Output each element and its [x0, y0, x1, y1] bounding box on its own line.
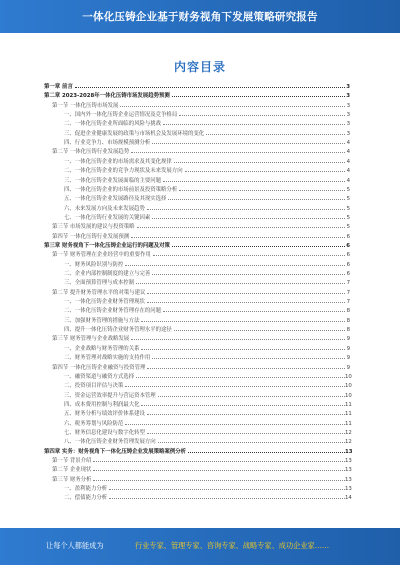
toc-entry-label: 第四章 实务：财务视角下一体化压铸企业发展策略案例分析 [44, 448, 187, 455]
toc-entry[interactable] [44, 420, 350, 429]
toc-page-number: 4 [346, 168, 350, 175]
toc-page-number: 9 [346, 345, 350, 352]
toc-entry-label: 二、财务管理对战略实施的支持作用 [64, 355, 151, 362]
toc-leader-dots [125, 386, 345, 387]
toc-page-number: 3 [346, 121, 350, 128]
toc-leader-dots [163, 124, 345, 125]
footer-banner [0, 528, 400, 565]
toc-leader-dots [131, 237, 345, 238]
toc-leader-dots [93, 480, 345, 481]
toc-heading: 内容目录 [173, 60, 226, 74]
toc-entry-label: 二、一体化压铸企业财务管理存在的问题 [64, 308, 162, 315]
toc-entry[interactable] [44, 242, 350, 251]
toc-leader-dots [185, 171, 345, 172]
toc-entry-label: 第三节 市场发展的建议与投资策略 [52, 224, 135, 231]
toc-page-number: 3 [346, 84, 350, 90]
toc-entry[interactable] [44, 307, 350, 316]
toc-leader-dots [147, 209, 345, 210]
toc-entry[interactable] [44, 392, 350, 401]
toc-leader-dots [172, 246, 345, 247]
toc-entry-label: 五、财务分析与绩效评价体系建设 [64, 411, 145, 418]
toc-entry[interactable] [44, 289, 350, 298]
toc-leader-dots [168, 199, 345, 200]
toc-entry-label: 四、行业竞争力、市场规模预测分析 [64, 140, 151, 147]
toc-page-number: 13 [345, 486, 352, 493]
toc-entry[interactable] [44, 92, 350, 101]
toc-leader-dots [152, 218, 345, 219]
toc-page-number: 6 [346, 271, 350, 277]
toc-page-number: 3 [346, 93, 350, 100]
toc-entry[interactable] [44, 223, 350, 232]
toc-entry-label: 三、资金运营效率提升与营运资本管理 [64, 392, 156, 399]
toc-entry-label: 二、投资项目评估与决策 [64, 383, 124, 390]
toc-leader-dots [131, 152, 345, 153]
toc-entry-label: 第三章 财务视角下一体化压铸企业运行的问题及对策 [44, 242, 170, 249]
toc-entry[interactable] [44, 270, 350, 279]
toc-page-number: 6 [346, 233, 350, 240]
toc-entry[interactable] [44, 457, 350, 466]
toc-entry-label: 六、税务筹划与风险防范 [64, 420, 124, 427]
toc-leader-dots [152, 274, 345, 275]
toc-leader-dots [137, 227, 345, 228]
toc-entry-label: 六、未来发展方向及未来发展趋势 [64, 205, 145, 212]
toc-entry[interactable] [44, 345, 350, 354]
toc-page-number: 14 [345, 495, 352, 502]
toc-page-number: 8 [346, 308, 350, 315]
toc-page-number: 11 [345, 420, 352, 427]
header-banner [0, 0, 400, 33]
toc-leader-dots [188, 452, 345, 453]
toc-entry[interactable] [44, 476, 350, 485]
toc-page-number: 11 [345, 401, 352, 408]
toc-page-number: 13 [345, 476, 352, 483]
toc-entry[interactable] [44, 120, 350, 129]
toc-leader-dots [147, 368, 345, 369]
toc-page-number: 8 [346, 327, 350, 334]
toc-leader-dots [125, 265, 345, 266]
toc-page-number: 13 [345, 448, 353, 455]
report-title: 一体化压铸企业基于财务视角下发展策略研究报告 [82, 11, 318, 23]
toc-leader-dots [172, 96, 345, 97]
toc-leader-dots [147, 293, 345, 294]
toc-entry-label: 四、提升一体化压铸企业财务管理水平的途径 [64, 327, 172, 334]
toc-leader-dots [147, 302, 345, 303]
toc-leader-dots [141, 321, 345, 322]
toc-leader-dots [147, 414, 345, 415]
toc-page-number: 10 [345, 373, 352, 380]
toc-entry-label: 第一节 背景介绍 [52, 458, 92, 464]
toc-entry[interactable] [44, 335, 350, 344]
toc-entry-label: 一、一体化压铸企业的市场需求及其变化规律 [64, 158, 172, 165]
toc-leader-dots [179, 115, 345, 116]
toc-leader-dots [147, 433, 345, 434]
toc-page-number: 3 [346, 102, 350, 109]
toc-page-number: 7 [346, 289, 350, 296]
toc-leader-dots [131, 339, 345, 340]
toc-entry-label: 第一节 一体化压铸市场发展 [52, 102, 119, 109]
toc-page-number: 11 [345, 411, 352, 418]
toc-entry-label: 二、企业内部控制制度的建立与完善 [64, 271, 151, 277]
toc-page-number: 4 [346, 177, 350, 184]
toc-entry[interactable] [44, 448, 353, 457]
toc-leader-dots [163, 181, 345, 182]
toc-entry[interactable] [44, 485, 350, 494]
toc-entry[interactable] [44, 466, 350, 475]
toc-entry[interactable] [44, 167, 350, 176]
toc-page-number: 7 [346, 299, 350, 306]
toc-entry-label: 四、成本费用控制与利润最大化 [64, 401, 140, 408]
toc-entry-label: 三、促进企业健康发展的政策与市场机会及发展环境的变化 [64, 130, 205, 137]
toc-leader-dots [158, 396, 345, 397]
toc-entry[interactable] [44, 429, 350, 438]
toc-leader-dots [152, 358, 345, 359]
toc-entry-label: 二、一体化压铸企业所面临的风险与挑战 [64, 121, 162, 128]
toc-page-number: 5 [346, 205, 350, 212]
toc-page-number: 8 [346, 317, 350, 324]
toc-leader-dots [93, 461, 345, 462]
toc-entry[interactable] [44, 177, 350, 186]
toc-entry-label: 第二章 2023-2028年一体化压铸市场发展趋势预测 [44, 93, 170, 100]
toc-leader-dots [174, 162, 345, 163]
toc-page-number: 6 [346, 261, 350, 268]
toc-entry-label: 第三节 财务管理与企业战略发展 [52, 336, 130, 343]
toc-leader-dots [109, 498, 345, 499]
toc-leader-dots [158, 442, 345, 443]
toc-leader-dots [141, 349, 345, 350]
toc-page-number: 3 [346, 112, 350, 119]
toc-entry[interactable] [44, 111, 350, 120]
toc-entry[interactable] [44, 148, 350, 157]
table-of-contents [44, 83, 353, 503]
toc-entry[interactable] [44, 102, 350, 111]
toc-entry[interactable] [44, 214, 350, 223]
toc-leader-dots [141, 405, 345, 406]
toc-entry[interactable] [44, 186, 350, 195]
toc-entry-label: 一、一体化压铸企业财务管理现状 [64, 299, 145, 306]
toc-entry[interactable] [44, 410, 350, 419]
toc-entry-label: 三、全面预算管理与成本控制 [64, 280, 135, 287]
toc-leader-dots [93, 470, 345, 471]
toc-entry-label: 一、国内外一体化压铸企业运营情况及竞争格局 [64, 112, 178, 119]
toc-entry[interactable] [44, 382, 350, 391]
footer-slogan: 让每个人都能成为 [46, 541, 104, 550]
toc-page-number: 5 [346, 214, 350, 221]
toc-page-number: 5 [346, 186, 350, 193]
toc-entry[interactable] [44, 195, 350, 204]
toc-page-number: 9 [346, 336, 350, 343]
toc-entry-label: 第三节 财务分析 [52, 476, 92, 483]
toc-entry-label: 一、财务风险识别与防控 [64, 261, 124, 268]
toc-page-number: 12 [345, 429, 352, 436]
toc-entry-label: 第二节 企业现状 [52, 467, 92, 474]
toc-page-number: 5 [346, 196, 350, 203]
toc-page-number: 5 [346, 224, 350, 231]
toc-entry[interactable] [44, 251, 350, 260]
toc-leader-dots [125, 424, 345, 425]
toc-page-number: 4 [346, 140, 350, 147]
toc-entry[interactable] [44, 130, 350, 139]
toc-page-number: 7 [346, 280, 350, 287]
toc-leader-dots [153, 255, 345, 256]
footer-tagline: 行业专家、管理专家、咨询专家、战略专家、成功企业家…… [135, 541, 330, 550]
toc-entry-label: 二、一体化压铸企业的竞争力现状及未来发展方向 [64, 168, 183, 175]
toc-entry-label: 四、一体化压铸企业的市场前景及投资策略分析 [64, 186, 178, 193]
toc-leader-dots [75, 87, 345, 88]
toc-leader-dots [136, 283, 345, 284]
toc-entry-label: 第二节 一体化压铸行业发展趋势 [52, 149, 130, 156]
toc-entry-label: 一、融资渠道与融资方式选择 [64, 373, 135, 380]
toc-page-number: 13 [345, 467, 352, 474]
toc-entry[interactable] [44, 364, 350, 373]
toc-entry-label: 七、一体化压铸行业发展的关键因素 [64, 214, 151, 221]
toc-entry-label: 一、企业战略与财务管理的关系 [64, 345, 140, 352]
toc-page-number: 4 [346, 149, 350, 156]
toc-page-number: 10 [345, 392, 352, 399]
toc-entry-label: 第一节 财务管理在企业经营中的重要作用 [52, 252, 151, 259]
toc-entry[interactable] [44, 326, 350, 335]
toc-entry[interactable] [44, 158, 350, 167]
toc-page-number: 6 [346, 242, 350, 249]
toc-entry[interactable] [44, 298, 350, 307]
toc-entry-label: 第一章 前言 [44, 84, 73, 90]
toc-leader-dots [109, 489, 345, 490]
toc-leader-dots [136, 377, 345, 378]
toc-leader-dots [152, 143, 345, 144]
toc-leader-dots [206, 134, 345, 135]
toc-entry-label: 三、加强财务管理的措施与方法 [64, 317, 140, 324]
toc-page-number: 6 [346, 252, 350, 259]
toc-entry[interactable] [44, 233, 350, 242]
toc-entry-label: 三、一体化压铸企业发展面临的主要问题 [64, 177, 162, 184]
toc-page-number: 4 [346, 158, 350, 165]
toc-entry[interactable] [44, 401, 350, 410]
toc-entry-label: 八、一体化压铸企业财务管理发展方向 [64, 439, 156, 446]
toc-entry-label: 第二节 提升财务管理水平的对策与建议 [52, 289, 146, 296]
toc-entry[interactable] [44, 139, 350, 148]
toc-entry[interactable] [44, 279, 350, 288]
toc-page-number: 12 [345, 439, 352, 446]
toc-page-number: 9 [346, 364, 350, 371]
toc-entry-label: 二、偿债能力分析 [64, 495, 108, 502]
toc-entry[interactable] [44, 317, 350, 326]
toc-entry[interactable] [44, 438, 350, 447]
toc-page-number: 9 [346, 355, 350, 362]
toc-entry[interactable] [44, 354, 350, 363]
toc-leader-dots [163, 311, 345, 312]
toc-entry-label: 七、财务信息化建设与数字化转型 [64, 429, 145, 436]
toc-page-number: 10 [345, 383, 352, 390]
toc-page-number: 13 [345, 458, 352, 464]
toc-entry[interactable] [44, 373, 350, 382]
toc-leader-dots [179, 190, 345, 191]
toc-entry-label: 五、一体化压铸企业发展路径及其现实选择 [64, 196, 167, 203]
toc-entry-label: 一、盈利能力分析 [64, 486, 108, 493]
toc-entry-label: 第四节 一体化压铸行业发展预测 [52, 233, 130, 240]
toc-entry[interactable] [44, 494, 350, 503]
toc-leader-dots [174, 330, 345, 331]
toc-entry-label: 第四节 一体化压铸企业融资与投资管理 [52, 364, 146, 371]
toc-entry[interactable] [44, 205, 350, 214]
toc-leader-dots [120, 106, 345, 107]
toc-entry[interactable] [44, 261, 350, 270]
toc-page-number: 3 [346, 130, 350, 137]
toc-entry[interactable] [44, 83, 350, 92]
